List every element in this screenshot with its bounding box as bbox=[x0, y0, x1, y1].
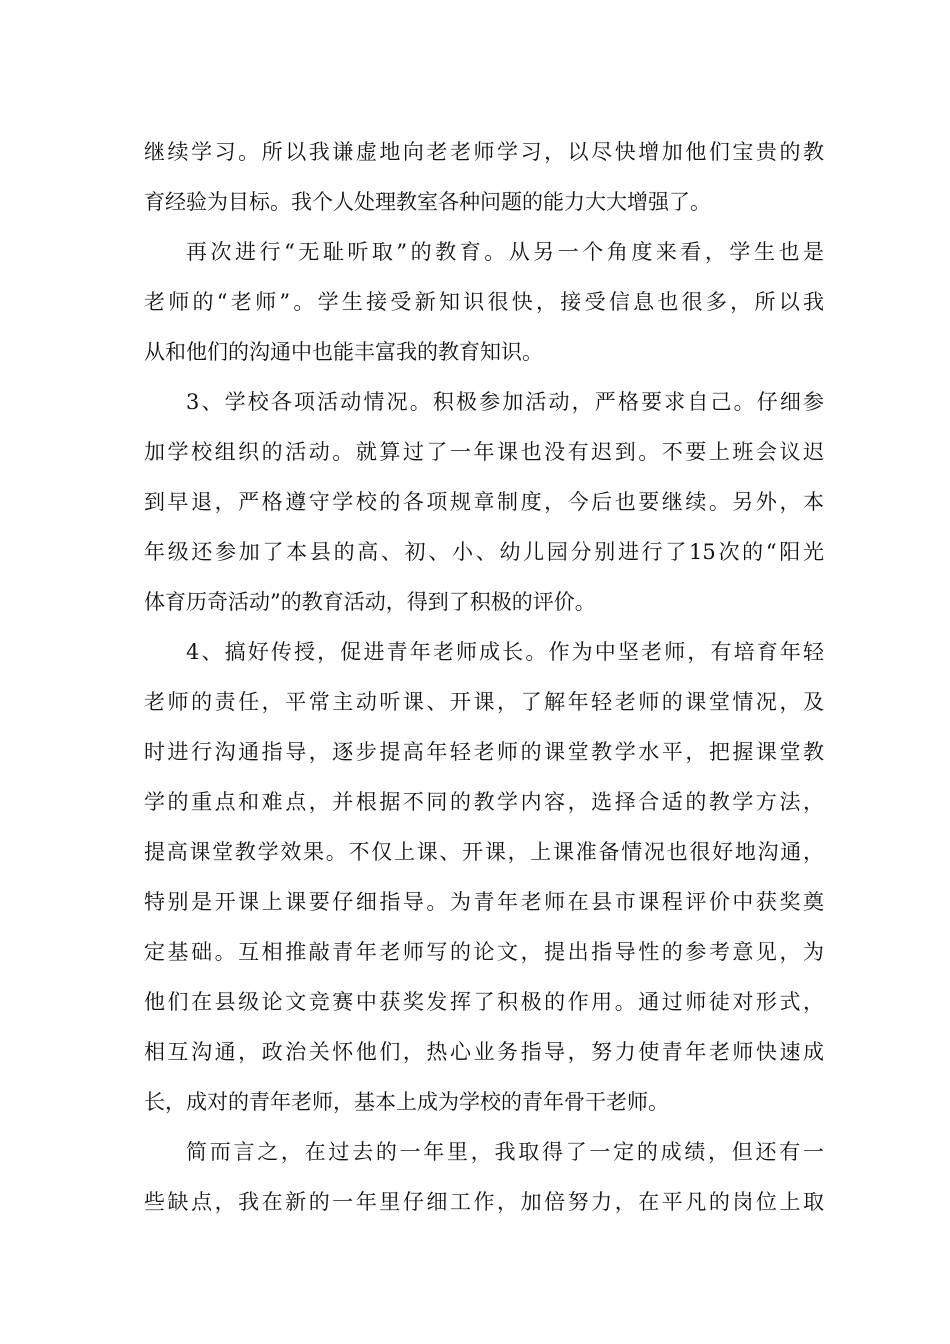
text-line: 3、学校各项活动情况。积极参加活动，严格要求自己。仔细参 bbox=[186, 390, 824, 414]
text-line: 简而言之，在过去的一年里，我取得了一定的成绩，但还有一 bbox=[186, 1140, 824, 1164]
text-line: 年级还参加了本县的高、初、小、幼儿园分别进行了15次的“阳光 bbox=[144, 540, 824, 564]
text-line: 长，成对的青年老师，基本上成为学校的青年骨干老师。 bbox=[144, 1090, 669, 1114]
text-line: 育经验为目标。我个人处理教室各种问题的能力大大增强了。 bbox=[144, 190, 711, 214]
text-line: 些缺点，我在新的一年里仔细工作，加倍努力，在平凡的岗位上取 bbox=[144, 1190, 824, 1214]
text-line: 定基础。互相推敲青年老师写的论文，提出指导性的参考意见，为 bbox=[144, 940, 824, 964]
text-line: 到早退，严格遵守学校的各项规章制度，今后也要继续。另外，本 bbox=[144, 490, 824, 514]
text-line: 他们在县级论文竞赛中获奖发挥了积极的作用。通过师徒对形式， bbox=[144, 990, 824, 1014]
text-line: 继续学习。所以我谦虚地向老老师学习，以尽快增加他们宝贵的教 bbox=[144, 140, 824, 164]
text-line: 从和他们的沟通中也能丰富我的教育知识。 bbox=[144, 340, 543, 364]
text-line: 再次进行“无耻听取”的教育。从另一个角度来看，学生也是 bbox=[186, 240, 824, 264]
text-line: 老师的“老师”。学生接受新知识很快，接受信息也很多，所以我 bbox=[144, 290, 824, 314]
text-line: 提高课堂教学效果。不仅上课、开课，上课准备情况也很好地沟通， bbox=[144, 840, 824, 864]
text-line: 4、搞好传授，促进青年老师成长。作为中坚老师，有培育年轻 bbox=[186, 640, 824, 664]
text-line: 加学校组织的活动。就算过了一年课也没有迟到。不要上班会议迟 bbox=[144, 440, 824, 464]
text-line: 老师的责任，平常主动听课、开课，了解年轻老师的课堂情况，及 bbox=[144, 690, 824, 714]
text-line: 特别是开课上课要仔细指导。为青年老师在县市课程评价中获奖奠 bbox=[144, 890, 824, 914]
text-line: 学的重点和难点，并根据不同的教学内容，选择合适的教学方法， bbox=[144, 790, 824, 814]
text-line: 体育历奇活动”的教育活动，得到了积极的评价。 bbox=[144, 590, 596, 614]
text-line: 时进行沟通指导，逐步提高年轻老师的课堂教学水平，把握课堂教 bbox=[144, 740, 824, 764]
text-line: 相互沟通，政治关怀他们，热心业务指导，努力使青年老师快速成 bbox=[144, 1040, 824, 1064]
